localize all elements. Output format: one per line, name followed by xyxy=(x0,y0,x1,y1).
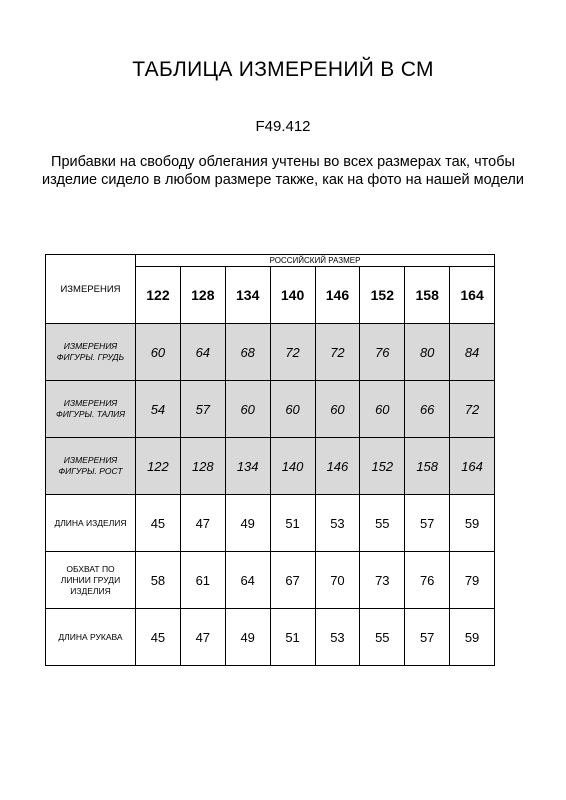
row-label xyxy=(46,381,136,438)
value-cell: 72 xyxy=(270,324,315,381)
row-label xyxy=(46,324,136,381)
value-cell: 49 xyxy=(225,495,270,552)
value-cell: 60 xyxy=(360,381,405,438)
size-header-cell: 152 xyxy=(360,267,405,324)
value-cell: 59 xyxy=(450,609,495,666)
value-cell: 60 xyxy=(225,381,270,438)
size-header-cell: 158 xyxy=(405,267,450,324)
row-label-line: ИЗМЕРЕНИЯ xyxy=(63,398,118,408)
measure-column-header: ИЗМЕРЕНИЯ xyxy=(46,255,136,324)
value-cell: 164 xyxy=(450,438,495,495)
size-chart-table xyxy=(45,254,495,666)
size-header-cell: 134 xyxy=(225,267,270,324)
value-cell: 84 xyxy=(450,324,495,381)
value-cell: 47 xyxy=(180,495,225,552)
value-cell: 64 xyxy=(180,324,225,381)
row-label xyxy=(46,438,136,495)
value-cell: 146 xyxy=(315,438,360,495)
value-cell: 55 xyxy=(360,609,405,666)
value-cell: 53 xyxy=(315,609,360,666)
row-label xyxy=(46,552,136,609)
page-title: ТАБЛИЦА ИЗМЕРЕНИЙ В СМ xyxy=(132,58,434,81)
value-cell: 64 xyxy=(225,552,270,609)
value-cell: 58 xyxy=(136,552,181,609)
value-cell: 70 xyxy=(315,552,360,609)
value-cell: 134 xyxy=(225,438,270,495)
table-row xyxy=(46,381,495,438)
table-row xyxy=(46,609,495,666)
value-cell: 49 xyxy=(225,609,270,666)
value-cell: 122 xyxy=(136,438,181,495)
value-cell: 51 xyxy=(270,495,315,552)
value-cell: 51 xyxy=(270,609,315,666)
value-cell: 60 xyxy=(270,381,315,438)
value-cell: 45 xyxy=(136,495,181,552)
row-label xyxy=(46,495,136,552)
table-row xyxy=(46,495,495,552)
value-cell: 76 xyxy=(360,324,405,381)
table-row xyxy=(46,552,495,609)
value-cell: 152 xyxy=(360,438,405,495)
value-cell: 68 xyxy=(225,324,270,381)
row-label-line: ФИГУРЫ. ГРУДЬ xyxy=(56,352,125,362)
value-cell: 72 xyxy=(450,381,495,438)
size-header-cell: 128 xyxy=(180,267,225,324)
value-cell: 140 xyxy=(270,438,315,495)
table-header-row xyxy=(46,255,495,267)
value-cell: 72 xyxy=(315,324,360,381)
row-label xyxy=(46,609,136,666)
table-row xyxy=(46,324,495,381)
value-cell: 66 xyxy=(405,381,450,438)
value-cell: 158 xyxy=(405,438,450,495)
value-cell: 53 xyxy=(315,495,360,552)
row-label-line: ЛИНИИ ГРУДИ xyxy=(60,574,121,585)
value-cell: 79 xyxy=(450,552,495,609)
row-label-line: ДЛИНА ИЗДЕЛИЯ xyxy=(54,517,127,528)
fit-note: Прибавки на свободу облегания учтены во всех размерах так, чтобы изделие сидело в любом размере также, как на фото на нашей модели xyxy=(42,154,524,188)
size-header-cell: 122 xyxy=(136,267,181,324)
value-cell: 61 xyxy=(180,552,225,609)
size-header-cell: 164 xyxy=(450,267,495,324)
value-cell: 80 xyxy=(405,324,450,381)
value-cell: 76 xyxy=(405,552,450,609)
value-cell: 128 xyxy=(180,438,225,495)
value-cell: 67 xyxy=(270,552,315,609)
value-cell: 60 xyxy=(315,381,360,438)
product-code: F49.412 xyxy=(255,118,311,135)
value-cell: 55 xyxy=(360,495,405,552)
value-cell: 57 xyxy=(180,381,225,438)
row-label-line: ОБХВАТ ПО xyxy=(66,563,115,574)
value-cell: 54 xyxy=(136,381,181,438)
row-label-line: ИЗДЕЛИЯ xyxy=(70,585,111,596)
value-cell: 73 xyxy=(360,552,405,609)
value-cell: 57 xyxy=(405,495,450,552)
table-row xyxy=(46,438,495,495)
size-group-header: РОССИЙСКИЙ РАЗМЕР xyxy=(136,255,495,267)
row-label-line: ФИГУРЫ. ТАЛИЯ xyxy=(55,409,126,419)
value-cell: 47 xyxy=(180,609,225,666)
value-cell: 57 xyxy=(405,609,450,666)
row-label-line: ИЗМЕРЕНИЯ xyxy=(63,341,118,351)
row-label-line: ДЛИНА РУКАВА xyxy=(58,631,123,642)
value-cell: 45 xyxy=(136,609,181,666)
size-header-cell: 146 xyxy=(315,267,360,324)
value-cell: 60 xyxy=(136,324,181,381)
row-label-line: ФИГУРЫ. РОСТ xyxy=(58,466,123,476)
value-cell: 59 xyxy=(450,495,495,552)
row-label-line: ИЗМЕРЕНИЯ xyxy=(63,455,118,465)
size-header-cell: 140 xyxy=(270,267,315,324)
